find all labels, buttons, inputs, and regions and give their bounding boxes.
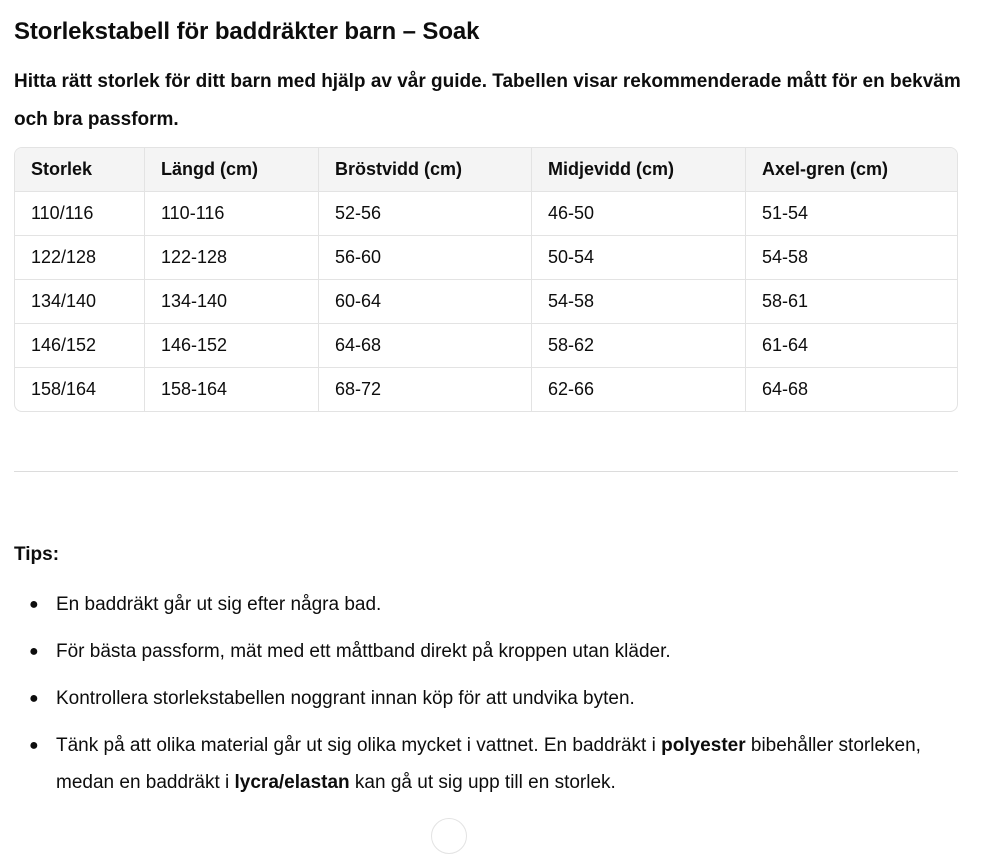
tips-heading: Tips: xyxy=(14,544,60,565)
table-cell: 146/152 xyxy=(15,324,145,368)
list-item xyxy=(14,680,958,717)
table-row xyxy=(15,192,957,236)
table-cell: 122/128 xyxy=(15,236,145,280)
table-row xyxy=(15,324,957,368)
table-cell: 158-164 xyxy=(145,368,319,412)
tip-text-part: bibehåller storleken, medan en baddräkt i xyxy=(56,735,921,793)
list-item xyxy=(14,586,958,623)
tip-text-part: Tänk på att olika material går ut sig olika mycket i vattnet. En baddräkt i xyxy=(56,735,662,756)
header-length: Längd (cm) xyxy=(145,148,319,192)
table-cell: 58-62 xyxy=(532,324,746,368)
bullet-icon: ● xyxy=(29,690,39,707)
tips-list xyxy=(14,586,958,811)
table-cell: 122-128 xyxy=(145,236,319,280)
page-title: Storlekstabell för baddräkter barn – Soak xyxy=(14,18,480,45)
tip-bold-material: lycra/elastan xyxy=(234,772,350,793)
intro-paragraph: Hitta rätt storlek för ditt barn med hjälp av vår guide. Tabellen visar rekommenderade mått för en bekväm och bra passform. xyxy=(14,71,961,130)
table-cell: 60-64 xyxy=(319,280,532,324)
header-chest: Bröstvidd (cm) xyxy=(319,148,532,192)
table-cell: 146-152 xyxy=(145,324,319,368)
table-cell: 54-58 xyxy=(746,236,958,280)
table-cell: 58-61 xyxy=(746,280,958,324)
list-item xyxy=(14,727,958,801)
table-cell: 46-50 xyxy=(532,192,746,236)
scroll-down-button[interactable] xyxy=(431,818,467,854)
header-size: Storlek xyxy=(15,148,145,192)
bullet-icon: ● xyxy=(29,737,39,754)
bullet-icon: ● xyxy=(29,643,39,660)
tip-text: Kontrollera storlekstabellen noggrant innan köp för att undvika byten. xyxy=(56,688,635,709)
table-cell: 68-72 xyxy=(319,368,532,412)
table-cell: 134-140 xyxy=(145,280,319,324)
section-divider xyxy=(14,471,958,472)
table-cell: 64-68 xyxy=(319,324,532,368)
table-cell: 110-116 xyxy=(145,192,319,236)
table-cell: 56-60 xyxy=(319,236,532,280)
header-torso: Axel-gren (cm) xyxy=(746,148,958,192)
table-row xyxy=(15,280,957,324)
table-cell: 50-54 xyxy=(532,236,746,280)
tip-text-part: kan gå ut sig upp till en storlek. xyxy=(349,772,616,793)
list-item xyxy=(14,633,958,670)
tip-bold-material: polyester xyxy=(661,735,746,756)
table-cell: 158/164 xyxy=(15,368,145,412)
size-table-container xyxy=(14,147,958,412)
header-waist: Midjevidd (cm) xyxy=(532,148,746,192)
table-cell: 51-54 xyxy=(746,192,958,236)
tip-text: För bästa passform, mät med ett måttband direkt på kroppen utan kläder. xyxy=(56,641,671,662)
table-cell: 134/140 xyxy=(15,280,145,324)
table-row xyxy=(15,236,957,280)
table-cell: 54-58 xyxy=(532,280,746,324)
table-cell: 110/116 xyxy=(15,192,145,236)
table-cell: 61-64 xyxy=(746,324,958,368)
tip-text: En baddräkt går ut sig efter några bad. xyxy=(56,594,382,615)
table-cell: 64-68 xyxy=(762,379,809,399)
table-header-row xyxy=(15,148,957,192)
size-table xyxy=(15,148,957,411)
bullet-icon: ● xyxy=(29,596,39,613)
table-row xyxy=(15,368,957,412)
table-cell: 52-56 xyxy=(319,192,532,236)
table-cell: 62-66 xyxy=(532,368,746,412)
